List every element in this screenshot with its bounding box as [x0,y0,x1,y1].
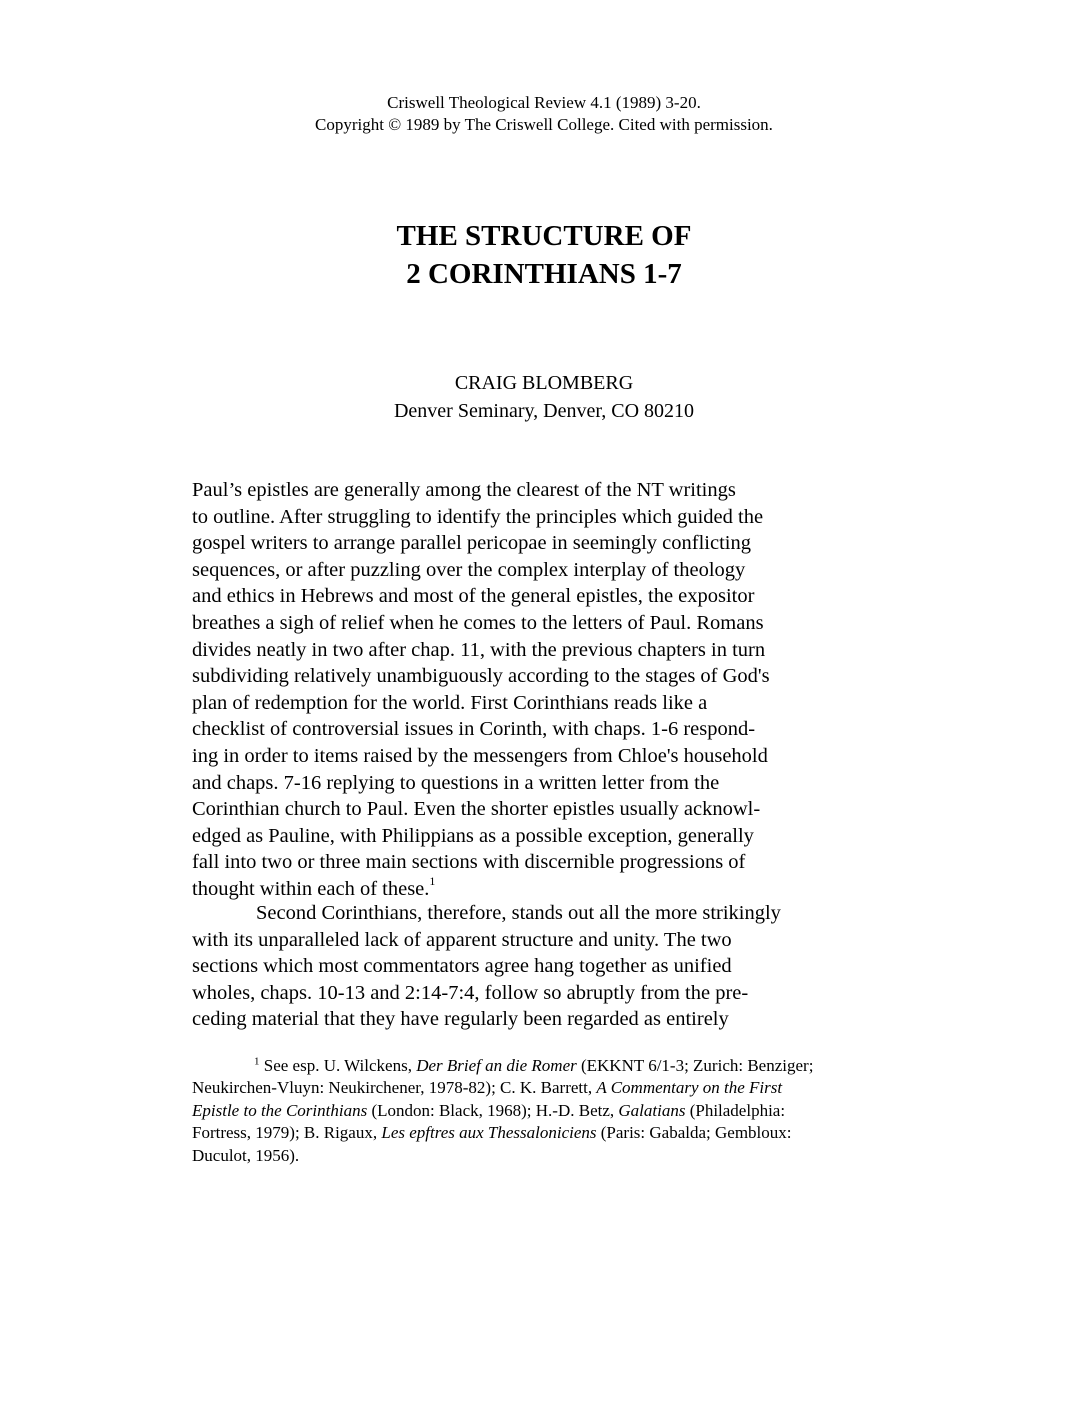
footnote-reference[interactable]: 1 [429,874,436,889]
footnote-line [192,1122,912,1144]
footnote-text: Fortress, 1979); B. Rigaux, [192,1123,382,1143]
text-line-content: thought within each of these. [192,877,430,900]
text-line: with its unparalleled lack of apparent structure and unity. The two [192,928,732,951]
footnote-text: (London: Black, 1968); H.-D. Betz, [367,1100,619,1120]
footnote-text: (Philadelphia: [685,1100,786,1120]
text-line: and chaps. 7-16 replying to questions in a written letter from the [192,771,720,794]
text-line: fall into two or three main sections with discernible progressions of [192,851,746,874]
footnote-title: Der Brief an die Romer [416,1056,577,1075]
footnote-title: Les epftres aux Thessaloniciens [381,1123,597,1143]
text-line: checklist of controversial issues in Corinth, with chaps. 1-6 respond- [192,718,756,741]
author-affiliation: Denver Seminary, Denver, CO 80210 [393,400,695,422]
footnote-text: See esp. U. Wilckens, [259,1056,417,1075]
paragraph-2 [192,900,892,1033]
footnote-text: (Paris: Gabalda; Gembloux: [596,1123,792,1143]
footnote-line [192,1100,912,1122]
text-line: Paul’s epistles are generally among the clearest of the NT writings [192,479,736,501]
footnote-text: Neukirchen-Vluyn: Neukirchener, 1978-82); C. K. Barrett, [192,1078,597,1098]
text-line: sections which most commentators agree hang together as unified [192,955,732,978]
paragraph-1 [192,477,892,903]
text-line: to outline. After struggling to identify the principles which guided the [192,505,764,528]
footnote-line: Duculot, 1956). [192,1145,300,1165]
footnote-line [192,1055,912,1077]
title-line-1: THE STRUCTURE OF [396,220,692,252]
text-line: plan of redemption for the world. First Corinthians reads like a [192,691,708,714]
text-line: Corinthian church to Paul. Even the shorter epistles usually acknowl- [192,798,761,821]
journal-citation: Criswell Theological Review 4.1 (1989) 3-20. [387,93,701,112]
text-line: and ethics in Hebrews and most of the general epistles, the expositor [192,585,755,608]
title-line-2: 2 CORINTHIANS 1-7 [406,258,682,290]
text-line: wholes, chaps. 10-13 and 2:14-7:4, follow so abruptly from the pre- [192,981,749,1004]
text-line: ceding material that they have regularly been regarded as entirely [192,1008,729,1031]
text-line: ing in order to items raised by the messengers from Chloe's household [192,744,768,767]
text-line: gospel writers to arrange parallel pericopae in seemingly conflicting [192,532,751,555]
text-line: Second Corinthians, therefore, stands out all the more strikingly [256,902,781,924]
text-line: divides neatly in two after chap. 11, with the previous chapters in turn [192,638,766,661]
text-line: subdividing relatively unambiguously according to the stages of God's [192,665,770,688]
text-line: breathes a sigh of relief when he comes to the letters of Paul. Romans [192,611,764,634]
footnote-1 [192,1055,912,1167]
footnote-title: Epistle to the Corinthians [192,1100,368,1120]
text-line: edged as Pauline, with Philippians as a possible exception, generally [192,824,754,847]
footnote-line [192,1077,912,1099]
footnote-number: 1 [254,1055,260,1068]
footnote-title: Galatians [618,1100,686,1120]
footnote-text: (EKKNT 6/1-3; Zurich: Benziger; [576,1056,814,1075]
copyright-notice: Copyright © 1989 by The Criswell College. Cited with permission. [315,115,773,134]
author-name: CRAIG BLOMBERG [454,372,634,394]
footnote-title: A Commentary on the First [596,1078,783,1098]
text-line-last [192,876,892,903]
text-line: sequences, or after puzzling over the complex interplay of theology [192,558,746,581]
